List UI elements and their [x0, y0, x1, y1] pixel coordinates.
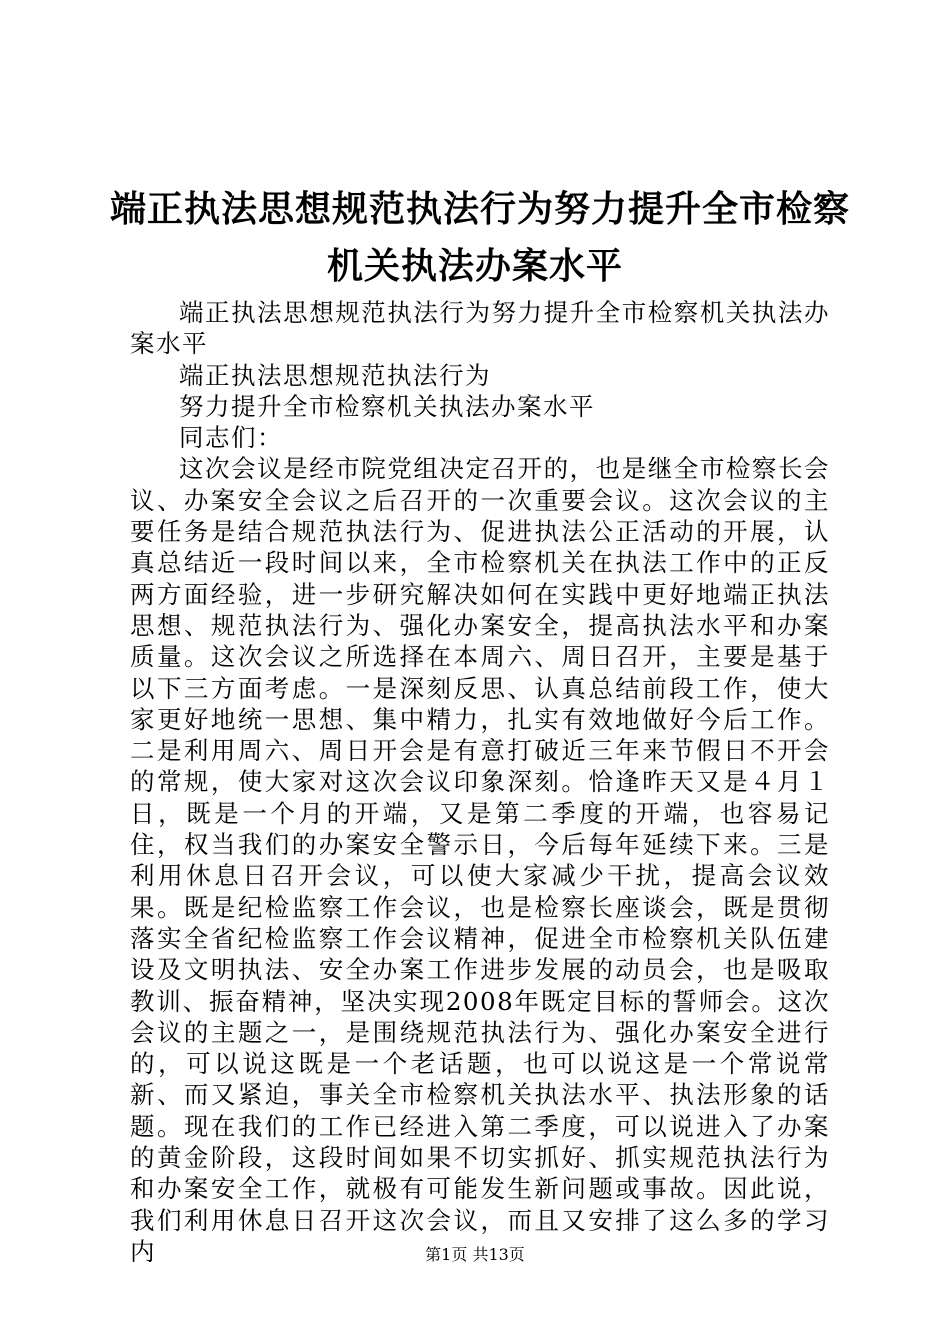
- paragraph-main: 这次会议是经市院党组决定召开的，也是继全市检察长会议、办案安全会议之后召开的一次重要会议。这次会议的主要任务是结合规范执法行为、促进执法公正活动的开展，认真总结近一段时间以来，全市检察机关在执法工作中的正反两方面经验，进一步研究解决如何在实践中更好地端正执法思想、规范执法行为、强化办案安全，提高执法水平和办案质量。这次会议之所选择在本周六、周日召开，主要是基于以下三方面考虑。一是深刻反思、认真总结前段工作，使大家更好地统一思想、集中精力，扎实有效地做好今后工作。二是利用周六、周日开会是有意打破近三年来节假日不开会的常规，使大家对这次会议印象深刻。恰逢昨天又是４月１日，既是一个月的开端，又是第二季度的开端，也容易记住，权当我们的办案安全警示日，今后每年延续下来。三是利用休息日召开会议，可以使大家减少干扰，提高会议效果。既是纪检监察工作会议，也是检察长座谈会，既是贯彻落实全省纪检监察工作会议精神，促进全市检察机关队伍建设及文明执法、安全办案工作进步发展的动员会，也是吸取教训、振奋精神，坚决实现2008年既定目标的誓师会。这次会议的主题之一，是围绕规范执法行为、强化办案安全进行的，可以说这既是一个老话题，也可以说这是一个常说常新、而又紧迫，事关全市检察机关执法水平、执法形象的话题。现在我们的工作已经进入第二季度，可以说进入了办案的黄金阶段，这段时间如果不切实抓好、抓实规范执法行为和办案安全工作，就极有可能发生新问题或事故。因此说，我们利用休息日召开这次会议，而且又安排了这么多的学习内: [130, 454, 830, 1266]
- page-footer: 第1页 共13页: [425, 1245, 525, 1264]
- document-title-line-1: 端正执法思想规范执法行为努力提升全市检察: [110, 188, 851, 230]
- paragraph-subtitle-1: 端正执法思想规范执法行为: [179, 360, 491, 390]
- paragraph-salutation: 同志们：: [179, 423, 283, 453]
- paragraph-subtitle-2: 努力提升全市检察机关执法办案水平: [179, 391, 595, 421]
- document-title-line-2: 机关执法办案水平: [326, 245, 623, 287]
- document-body: [130, 297, 830, 1267]
- paragraph-heading-repeat: 端正执法思想规范执法行为努力提升全市检察机关执法办案水平: [130, 298, 830, 359]
